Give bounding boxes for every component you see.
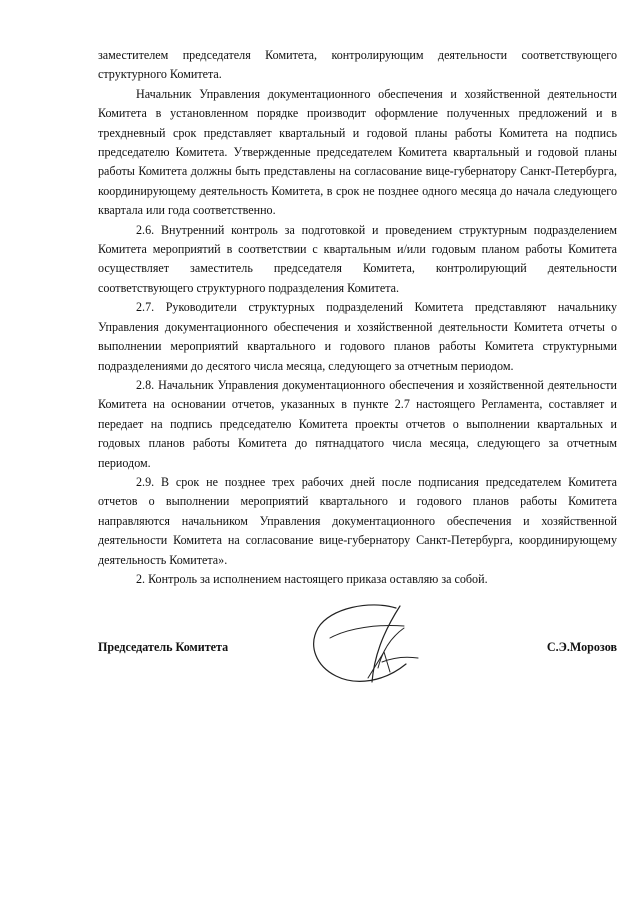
- paragraph-2-7: 2.7. Руководители структурных подразделений Комитета представляют начальнику Управления документационного обеспечения и хозяйственной деятельности Комитета отчеты о выполнении мероприятий квартального и годового планов работы Комитета структурными подразделениями до десятого числа месяца, следующего за отчетным периодом.: [98, 300, 617, 373]
- signatory-position: Председатель Комитета: [98, 640, 229, 654]
- document-body: [98, 46, 617, 589]
- paragraph-continuation: заместителем председателя Комитета, контролирующим деятельности соответствующего структурного Комитета.: [98, 48, 617, 82]
- paragraph-2-6: 2.6. Внутренний контроль за подготовкой и проведением структурным подразделением Комитета мероприятий в соответствии с квартальным и/или годовым планом работы Комитета осуществляет заместитель председателя Комитета, контролирующий деятельности соответствующего структурного подразделения Комитета.: [98, 222, 617, 295]
- paragraph-head-of-department: Начальник Управления документационного обеспечения и хозяйственной деятельности Комитета в установленном порядке производит оформление полученных предложений и в трехдневный срок представляет квартальный и годовой планы работы Комитета на подпись председателю Комитета. Утвержденные председателем Комитета квартальный и годовой планы работы Комитета должны быть представлены на согласование вице-губернатору Санкт-Петербурга, координирующему деятельность Комитета, в срок не позднее одного месяца до начала следующего квартала или года соответственно.: [98, 86, 617, 218]
- signatory-name: С.Э.Морозов: [546, 640, 617, 654]
- paragraph-2-8: 2.8. Начальник Управления документационного обеспечения и хозяйственной деятельности Комитета на основании отчетов, указанных в пункте 2.7 настоящего Регламента, составляет и передает на подпись председателю Комитета проекты отчетов о выполнении квартальных и годовых планов работы Комитета до пятнадцатого числа месяца, следующего за отчетным периодом.: [98, 377, 617, 470]
- signature-block: [98, 640, 617, 660]
- paragraph-control: 2. Контроль за исполнением настоящего приказа оставляю за собой.: [136, 571, 488, 586]
- paragraph-2-9: 2.9. В срок не позднее трех рабочих дней после подписания председателем Комитета отчетов о выполнении мероприятий квартального и годового планов работы Комитета направляются начальником Управления документационного обеспечения и хозяйственной деятельности Комитета на согласование вице-губернатору Санкт-Петербурга, координирующему деятельность Комитета».: [98, 474, 617, 567]
